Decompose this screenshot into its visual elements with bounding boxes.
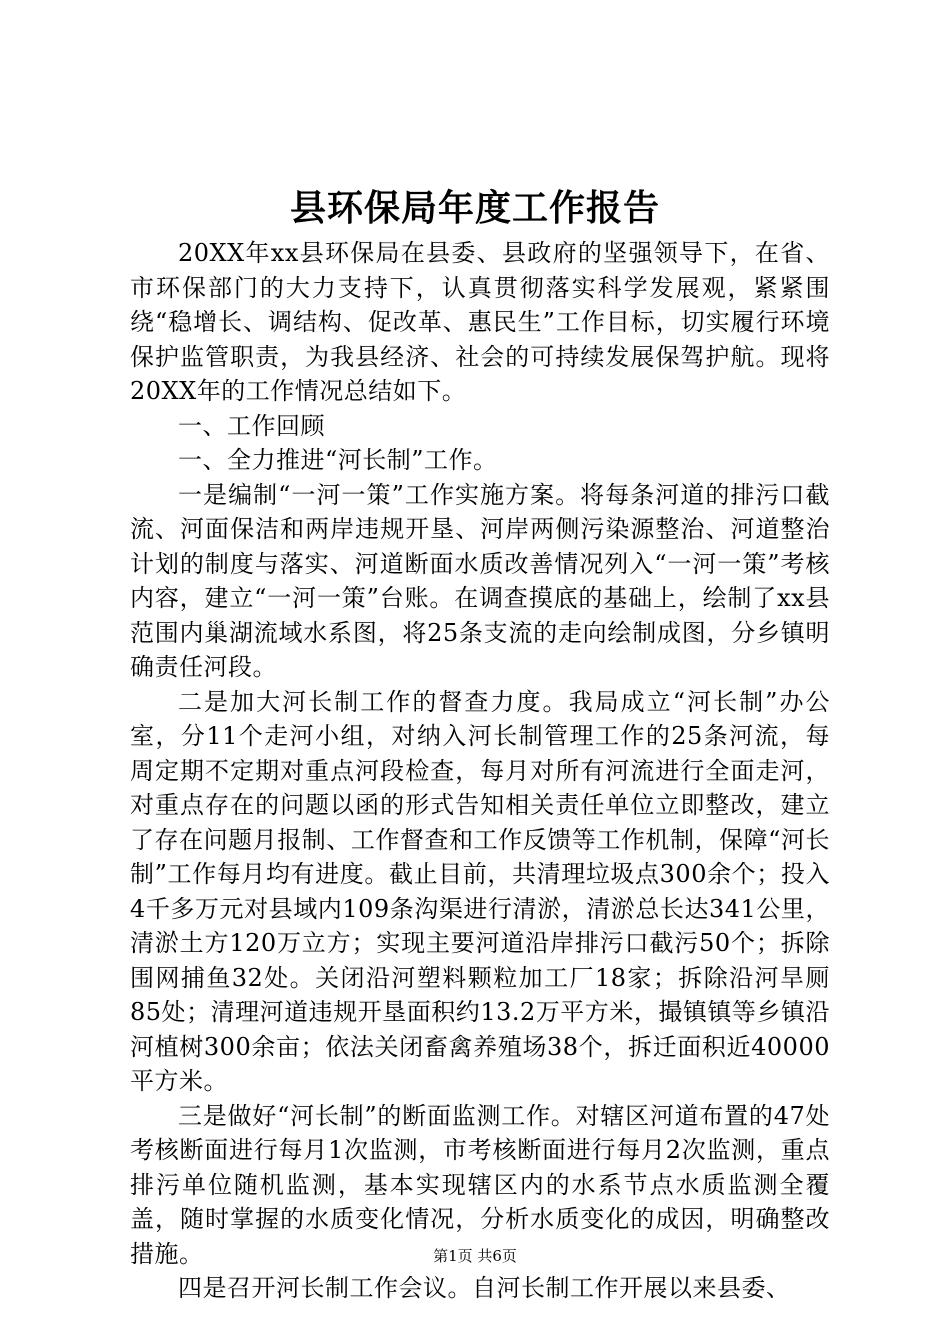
page-footer: 第1页 共6页 [433, 1247, 517, 1265]
paragraph-item-one: 一是编制“一河一策”工作实施方案。将每条河道的排污口截流、河面保洁和两岸违规开垦、河岸两侧污染源整治、河道整治计划的制度与落实、河道断面水质改善情况列入“一河一策”考核内容，建立“一河一策”台账。在调查摸底的基础上，绘制了xx县范围内巢湖流域水系图，将25条支流的走向绘制成图，分乡镇明确责任河段。 [130, 480, 830, 681]
heading-work-review: 一、工作回顾 [178, 411, 325, 440]
document-title: 县环保局年度工作报告 [289, 187, 660, 229]
paragraph-intro: 20XX年xx县环保局在县委、县政府的坚强领导下，在省、市环保部门的大力支持下，认真贯彻落实科学发展观，紧紧围绕“稳增长、调结构、促改革、惠民生”工作目标，切实履行环境保护监管职责，为我县经济、社会的可持续发展保驾护航。现将20XX年的工作情况总结如下。 [130, 239, 830, 405]
paragraph-item-three: 三是做好“河长制”的断面监测工作。对辖区河道布置的47处考核断面进行每月1次监测，市考核断面进行每月2次监测，重点排污单位随机监测，基本实现辖区内的水系节点水质监测全覆盖，随时掌握的水质变化情况，分析水质变化的成因，明确整改措施。 [130, 1101, 830, 1268]
heading-river-chief: 一、全力推进“河长制”工作。 [178, 446, 498, 474]
document-body [130, 236, 830, 1306]
paragraph-item-four: 四是召开河长制工作会议。自河长制工作开展以来县委、 [178, 1274, 791, 1302]
paragraph-item-two: 二是加大河长制工作的督查力度。我局成立“河长制”办公室，分11个走河小组，对纳入河长制管理工作的25条河流，每周定期不定期对重点河段检查，每月对所有河流进行全面走河，对重点存在的问题以函的形式告知相关责任单位立即整改，建立了存在问题月报制、工作督查和工作反馈等工作机制，保障“河长制”工作每月均有进度。截止目前，共清理垃圾点300余个；投入4千多万元对县域内109条沟渠进行清淤，清淤总长达341公里，清淤土方120万立方；实现主要河道沿岸排污口截污50个；拆除围网捕鱼32处。关闭沿河塑料颗粒加工厂18家；拆除沿河旱厕85处；清理河道违规开垦面积约13.2万平方米，撮镇镇等乡镇沿河植树300余亩；依法关闭畜禽养殖场38个，拆迁面积近40000平方米。 [130, 687, 830, 1095]
